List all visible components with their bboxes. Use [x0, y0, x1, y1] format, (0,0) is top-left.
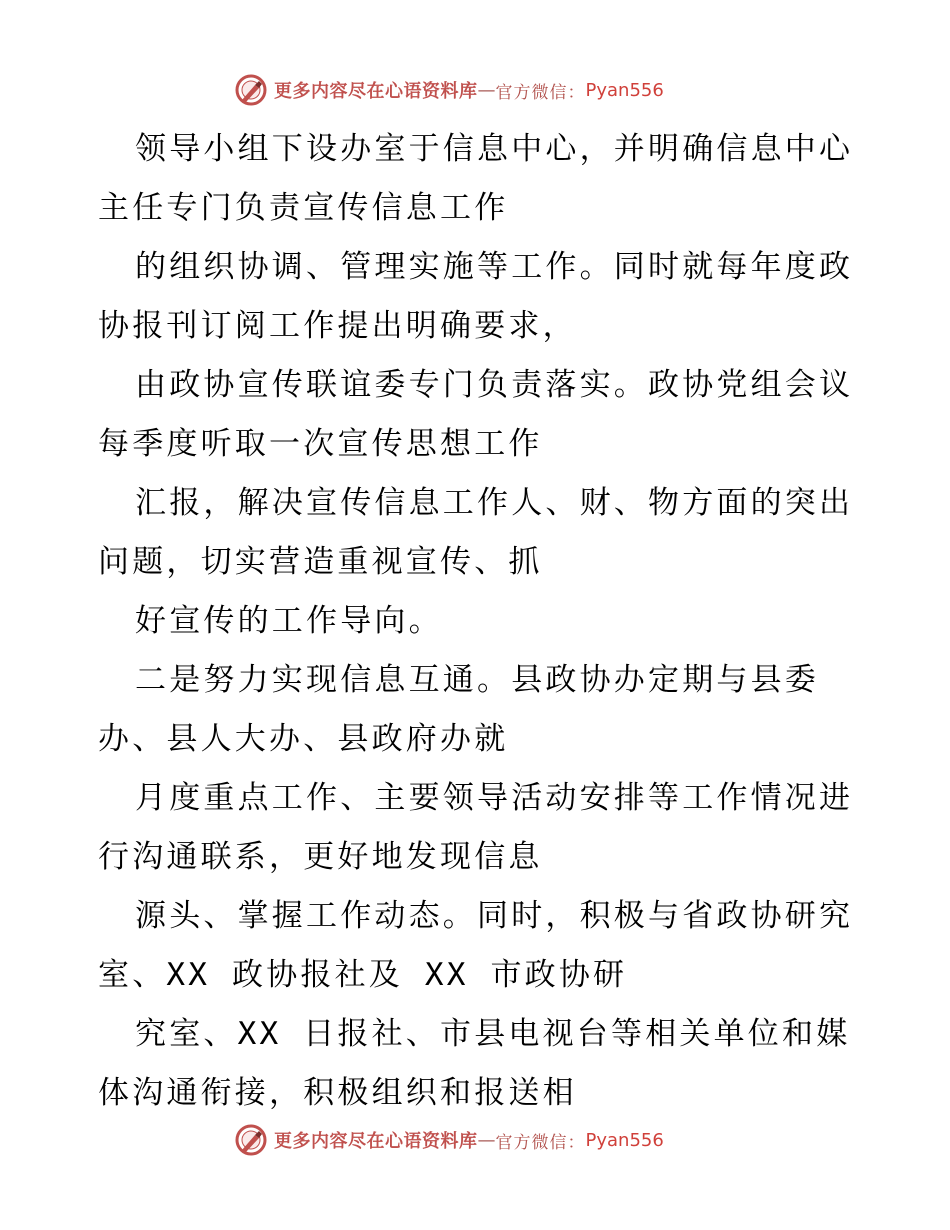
text-line: 二是努力实现信息互通。县政协办定期与县委	[135, 662, 819, 698]
body-text	[98, 120, 868, 1123]
text-line: 体沟通衔接，积极组织和报送相	[98, 1075, 577, 1111]
footer-watermark	[234, 1122, 664, 1158]
watermark-dash: —	[477, 1129, 496, 1151]
text-line: 问题，切实营造重视宣传、抓	[98, 544, 543, 580]
text-line: 由政协宣传联谊委专门负责落实。政协党组会议	[135, 367, 854, 403]
text-line: 源头、掌握工作动态。同时，积极与省政协研究	[135, 898, 854, 934]
watermark-dash: —	[477, 79, 496, 101]
text-line: 主任专门负责宣传信息工作	[98, 190, 509, 226]
text-line: 行沟通联系，更好地发现信息	[98, 839, 543, 875]
text-line: 领导小组下设办室于信息中心，并明确信息中心	[135, 131, 854, 167]
text-line: 月度重点工作、主要领导活动安排等工作情况进	[135, 780, 854, 816]
watermark-site: 更多内容尽在心语资料库	[274, 1131, 478, 1152]
text-line: 汇报，解决宣传信息工作人、财、物方面的突出	[135, 485, 854, 521]
text-line: 究室、XX 日报社、市县电视台等相关单位和媒	[135, 1016, 851, 1052]
watermark-id: Pyan556	[585, 79, 664, 101]
header-watermark	[234, 72, 664, 108]
watermark-id: Pyan556	[585, 1129, 664, 1151]
pen-logo-icon	[234, 1123, 268, 1157]
pen-logo-icon	[234, 73, 268, 107]
text-line: 协报刊订阅工作提出明确要求，	[98, 308, 577, 344]
text-line: 办、县人大办、县政府办就	[98, 721, 509, 757]
watermark-label: 官方微信：	[495, 1132, 586, 1153]
text-line: 室、XX 政协报社及 XX 市政协研	[98, 957, 628, 993]
watermark-label: 官方微信：	[495, 82, 586, 103]
text-line: 每季度听取一次宣传思想工作	[98, 426, 543, 462]
watermark-site: 更多内容尽在心语资料库	[274, 81, 478, 102]
text-line: 好宣传的工作导向。	[135, 603, 443, 639]
text-line: 的组织协调、管理实施等工作。同时就每年度政	[135, 249, 854, 285]
